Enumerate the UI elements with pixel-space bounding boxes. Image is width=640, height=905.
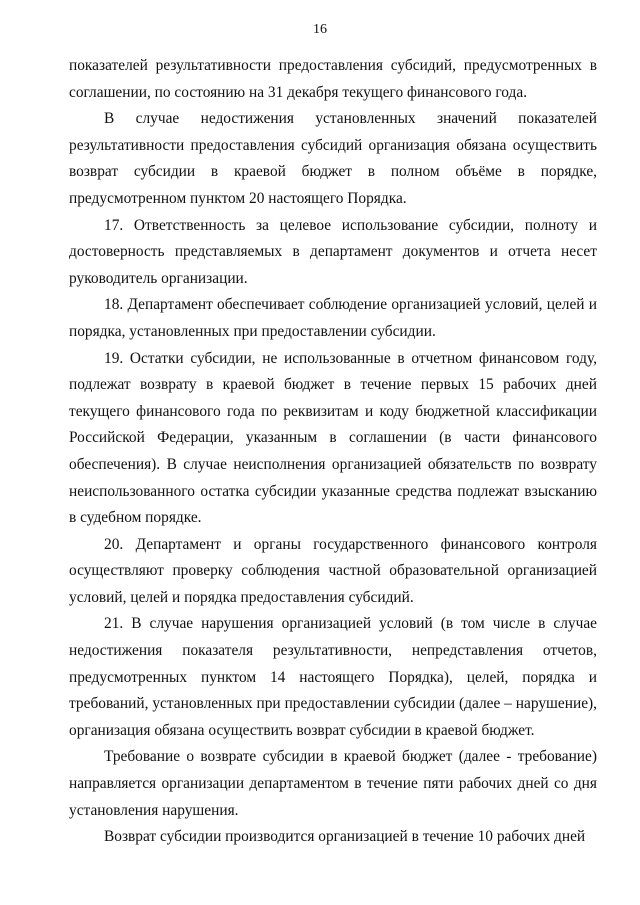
paragraph-21: 21. В случае нарушения организацией условий (в том числе в случае недостижения показателя результативности, непредставления отчетов, предусмотренных пунктом 14 настоящего Порядка), целей, порядка и требований, установленных при предоставлении субсидии (далее – нарушение), организация обязана осуществить возврат субсидии в краевой бюджет. xyxy=(69,615,597,739)
paragraph-return-term: Возврат субсидии производится организацией в течение 10 рабочих дней xyxy=(104,828,586,846)
paragraph-return-condition: В случае недостижения установленных значений показателей результативности предоставления субсидий организация обязана осуществить возврат субсидии в краевой бюджет в полном объёме в порядке, предусмотренном пунктом 20 настоящего Порядка. xyxy=(69,110,597,207)
paragraph-continuation: показателей результативности предоставления субсидий, предусмотренных в соглашении, по состоянию на 31 декабря текущего финансового года. xyxy=(69,57,597,101)
page-number: 16 xyxy=(313,22,327,37)
paragraph-20: 20. Департамент и органы государственного финансового контроля осуществляют проверку соблюдения частной образовательной организацией условий, целей и порядка предоставления субсидий. xyxy=(69,535,597,606)
paragraph-17: 17. Ответственность за целевое использование субсидии, полноту и достоверность представляемых в департамент документов и отчета несет руководитель организации. xyxy=(69,216,597,287)
document-body xyxy=(69,53,597,851)
paragraph-requirement: Требование о возврате субсидии в краевой бюджет (далее - требование) направляется организации департаментом в течение пяти рабочих дней со дня установления нарушения. xyxy=(69,748,597,819)
paragraph-19: 19. Остатки субсидии, не использованные в отчетном финансовом году, подлежат возврату в краевой бюджет в течение первых 15 рабочих дней текущего финансового года по реквизитам и коду бюджетной классификации Российской Федерации, указанным в соглашении (в части финансового обеспечения). В случае неисполнения организацией обязательств по возврату неиспользованного остатка субсидии указанные средства подлежат взысканию в судебном порядке. xyxy=(69,349,597,527)
paragraph-18: 18. Департамент обеспечивает соблюдение организацией условий, целей и порядка, установленных при предоставлении субсидии. xyxy=(69,296,597,340)
